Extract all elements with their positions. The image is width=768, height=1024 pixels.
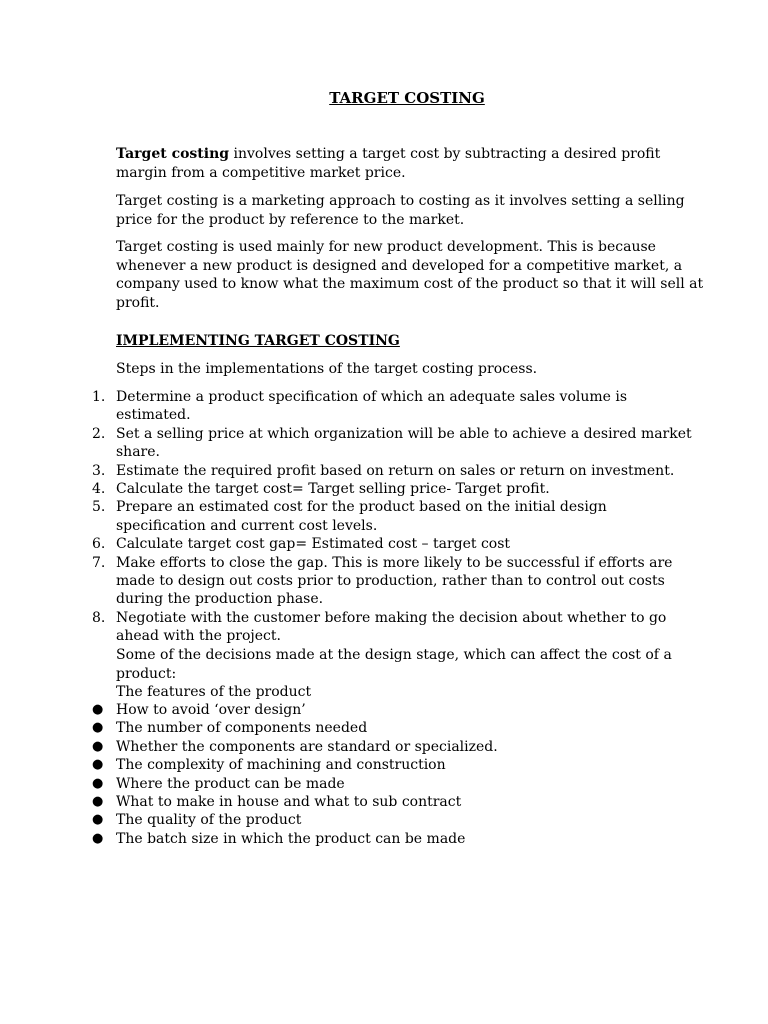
list-number: 4.: [92, 481, 106, 498]
list-item-text: Whether the components are standard or specialized.: [116, 738, 498, 755]
list-item: [0, 811, 768, 829]
bullet-icon: ●: [92, 720, 104, 736]
list-item-text: Prepare an estimated cost for the product based on the initial design specification and current cost levels.: [116, 499, 607, 534]
definition-text: involves setting a target cost by subtracting a desired profit margin from a competitive market price.: [116, 146, 661, 181]
list-item: [0, 738, 768, 756]
list-item-text: Determine a product specification of which an adequate sales volume is estimated.: [116, 389, 628, 424]
list-item: [0, 388, 696, 425]
list-item: [0, 554, 696, 609]
list-item: [0, 775, 768, 793]
list-number: 8.: [92, 609, 106, 626]
page-title: TARGET COSTING: [329, 89, 485, 107]
list-item: [0, 535, 696, 553]
list-item: [0, 793, 768, 811]
list-item-text: The number of components needed: [116, 720, 368, 737]
features-line: The features of the product: [116, 684, 312, 700]
list-item: [0, 701, 768, 719]
list-item-text: Where the product can be made: [116, 775, 345, 792]
list-number: 5.: [92, 499, 106, 516]
decisions-line: Some of the decisions made at the design stage, which can affect the cost of a product:: [116, 647, 672, 682]
bullet-icon: ●: [92, 738, 104, 754]
list-number: 2.: [92, 425, 106, 442]
list-item-text: Negotiate with the customer before making the decision about whether to go ahead with the project.: [116, 609, 667, 645]
list-item-text: Set a selling price at which organization will be able to achieve a desired market share.: [116, 425, 692, 461]
list-item-text: How to avoid ‘over design’: [116, 702, 306, 718]
section-heading: IMPLEMENTING TARGET COSTING: [116, 333, 400, 349]
list-item: [0, 756, 768, 774]
bullet-icon: ●: [92, 812, 104, 828]
list-item: [0, 830, 768, 848]
list-item-text: The batch size in which the product can be made: [116, 830, 466, 847]
bullet-icon: ●: [92, 775, 104, 791]
list-item-text: The quality of the product: [116, 812, 302, 829]
decisions-paragraph: [116, 646, 706, 702]
features-list: [0, 701, 768, 848]
list-item-text: Make efforts to close the gap. This is more likely to be successful if efforts are made to design out costs prior to production, rather than to control out costs during the production phase.: [116, 554, 673, 608]
new-product-paragraph: Target costing is used mainly for new product development. This is because whenever a new product is designed and developed for a competitive market, a company used to know what the maximum cost of the product so that it will sell at profit.: [116, 239, 704, 311]
marketing-approach-paragraph: Target costing is a marketing approach to costing as it involves setting a selling price for the product by reference to the market.: [116, 193, 685, 228]
bullet-icon: ●: [92, 757, 104, 773]
steps-intro: Steps in the implementations of the target costing process.: [116, 361, 538, 377]
list-item: [0, 719, 768, 737]
list-item-text: Estimate the required profit based on return on sales or return on investment.: [116, 462, 675, 479]
definition-paragraph: [116, 145, 706, 182]
list-number: 3.: [92, 462, 106, 479]
list-item: [0, 462, 696, 480]
list-number: 1.: [92, 389, 106, 405]
bullet-icon: ●: [92, 830, 104, 846]
bullet-icon: ●: [92, 702, 104, 717]
list-item: [0, 425, 696, 462]
list-item-text: What to make in house and what to sub contract: [116, 794, 462, 811]
list-item-text: The complexity of machining and construction: [116, 757, 446, 774]
steps-list: [0, 388, 768, 646]
list-number: 6.: [92, 536, 106, 553]
list-item-text: Calculate the target cost= Target selling price- Target profit.: [116, 481, 550, 498]
list-item: [0, 480, 696, 498]
bullet-icon: ●: [92, 794, 104, 810]
list-item: [0, 609, 696, 646]
definition-term: Target costing: [116, 146, 230, 162]
list-item: [0, 498, 696, 535]
list-item-text: Calculate target cost gap= Estimated cost – target cost: [116, 536, 511, 553]
list-number: 7.: [92, 554, 106, 571]
